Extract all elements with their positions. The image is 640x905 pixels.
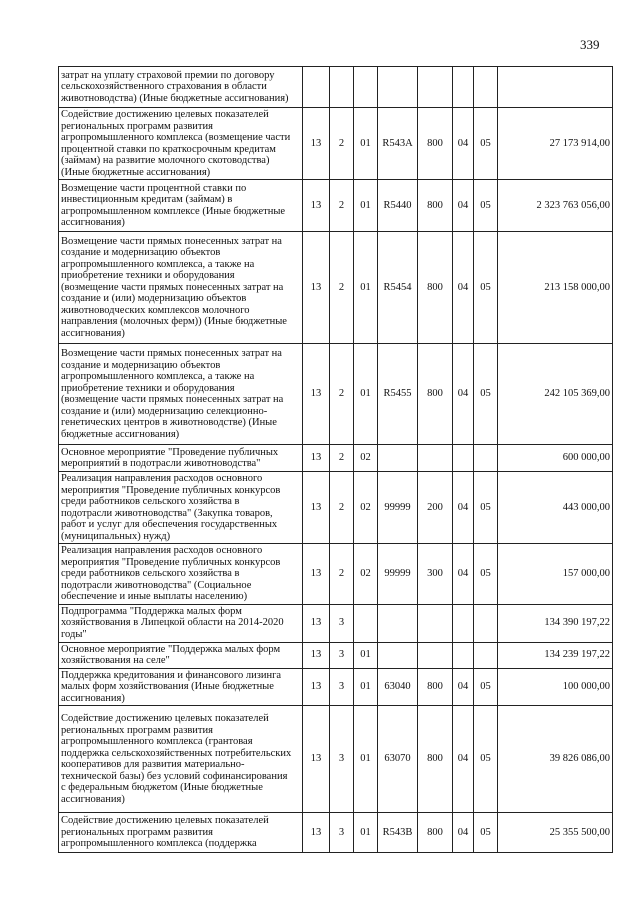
row-description-text: Содействие достижению целевых показателей региональных программ развития агропромышленного комплекса (поддержка — [61, 815, 269, 850]
code-section: 04 — [453, 472, 474, 544]
code-ministry: 13 — [303, 604, 330, 642]
row-amount: 25 355 500,00 — [498, 813, 613, 853]
code-subsection: 05 — [474, 472, 498, 544]
row-description — [59, 642, 303, 668]
code-event — [354, 67, 378, 108]
code-direction: 63040 — [378, 668, 418, 706]
row-description — [59, 232, 303, 344]
row-description-text: Основное мероприятие "Поддержка малых форм хозяйствования на селе" — [61, 643, 281, 666]
table-row — [59, 544, 613, 605]
code-ministry: 13 — [303, 180, 330, 232]
code-subsection: 05 — [474, 108, 498, 180]
table-row — [59, 108, 613, 180]
code-expense-type — [418, 445, 453, 472]
code-direction: R543B — [378, 813, 418, 853]
code-section — [453, 67, 474, 108]
table-row — [59, 668, 613, 706]
code-direction: 99999 — [378, 544, 418, 605]
table-row — [59, 472, 613, 544]
row-description — [59, 344, 303, 445]
row-description — [59, 472, 303, 544]
code-expense-type — [418, 604, 453, 642]
code-event: 02 — [354, 445, 378, 472]
code-program: 2 — [330, 544, 354, 605]
table-row — [59, 445, 613, 472]
code-program: 3 — [330, 706, 354, 813]
row-description-text: Реализация направления расходов основного мероприятия "Проведение публичных конкурсов среди работников сельского хозяйства в подотрасли животноводства" (Социальное обеспечение и иные выплаты населению) — [61, 545, 281, 602]
budget-table — [58, 66, 613, 853]
row-description — [59, 108, 303, 180]
table-row — [59, 180, 613, 232]
code-ministry: 13 — [303, 642, 330, 668]
code-expense-type: 800 — [418, 706, 453, 813]
code-subsection: 05 — [474, 813, 498, 853]
row-description — [59, 445, 303, 472]
code-direction — [378, 67, 418, 108]
code-ministry: 13 — [303, 706, 330, 813]
table-row — [59, 344, 613, 445]
code-program: 3 — [330, 642, 354, 668]
code-subsection — [474, 604, 498, 642]
code-ministry: 13 — [303, 544, 330, 605]
code-direction: R5455 — [378, 344, 418, 445]
row-amount: 39 826 086,00 — [498, 706, 613, 813]
code-section — [453, 642, 474, 668]
code-program: 3 — [330, 604, 354, 642]
code-event: 01 — [354, 180, 378, 232]
code-direction — [378, 642, 418, 668]
code-section: 04 — [453, 108, 474, 180]
code-event: 02 — [354, 472, 378, 544]
code-expense-type: 800 — [418, 232, 453, 344]
page-number: 339 — [580, 37, 600, 52]
code-ministry: 13 — [303, 668, 330, 706]
code-direction: 63070 — [378, 706, 418, 813]
code-program: 3 — [330, 813, 354, 853]
code-program: 2 — [330, 344, 354, 445]
row-description-text: Возмещение части прямых понесенных затрат на создание и модернизацию объектов агропромышленного комплекса, а также на приобретение техники и оборудования (возмещение части прямых понесенных затрат на создание и (или) модернизацию объектов животноводческих комплексов молочного направления (молочных ферм)) (Иные бюджетные ассигнования) — [61, 235, 287, 339]
row-description — [59, 604, 303, 642]
table-row — [59, 813, 613, 853]
code-event: 01 — [354, 813, 378, 853]
code-expense-type: 200 — [418, 472, 453, 544]
code-event: 01 — [354, 232, 378, 344]
code-event: 01 — [354, 108, 378, 180]
row-description-text: Содействие достижению целевых показателей региональных программ развития агропромышленного комплекса (грантовая поддержка сельскохозяйственных потребительских кооперативов для развития материально- технической базы) без условий софинансирования с федеральным бюджетом (Иные бюджетные ассигнования) — [61, 713, 292, 805]
row-description — [59, 180, 303, 232]
row-description-text: Реализация направления расходов основного мероприятия "Проведение публичных конкурсов среди работников сельского хозяйства в подотрасли животноводства" (Закупка товаров, работ и услуг для обеспечения государственных (муниципальных) нужд) — [61, 473, 281, 542]
code-subsection: 05 — [474, 232, 498, 344]
row-description — [59, 544, 303, 605]
code-subsection: 05 — [474, 180, 498, 232]
row-description-text: Возмещение части процентной ставки по инвестиционным кредитам (займам) в агропромышленном комплексе (Иные бюджетные ассигнования) — [61, 182, 286, 228]
code-section: 04 — [453, 668, 474, 706]
code-subsection — [474, 642, 498, 668]
code-subsection: 05 — [474, 668, 498, 706]
row-description-text: Содействие достижению целевых показателей региональных программ развития агропромышленного комплекса (возмещение части процентной ставки по краткосрочным кредитам (займам) на развитие молочного скотоводства) (Иные бюджетные ассигнования) — [61, 109, 291, 178]
code-section — [453, 604, 474, 642]
code-section: 04 — [453, 544, 474, 605]
code-section: 04 — [453, 813, 474, 853]
row-description — [59, 67, 303, 108]
code-expense-type: 800 — [418, 108, 453, 180]
code-event: 02 — [354, 544, 378, 605]
code-program: 2 — [330, 445, 354, 472]
table-row — [59, 604, 613, 642]
code-program: 2 — [330, 108, 354, 180]
row-amount: 2 323 763 056,00 — [498, 180, 613, 232]
code-ministry: 13 — [303, 472, 330, 544]
code-direction — [378, 445, 418, 472]
row-description — [59, 706, 303, 813]
code-event — [354, 604, 378, 642]
row-description-text: Подпрограмма "Поддержка малых форм хозяйствования в Липецкой области на 2014-2020 годы" — [61, 605, 284, 640]
code-event: 01 — [354, 668, 378, 706]
row-amount: 27 173 914,00 — [498, 108, 613, 180]
code-subsection: 05 — [474, 706, 498, 813]
code-ministry: 13 — [303, 813, 330, 853]
code-expense-type — [418, 642, 453, 668]
code-direction: 99999 — [378, 472, 418, 544]
code-event: 01 — [354, 706, 378, 813]
code-subsection: 05 — [474, 344, 498, 445]
table-body — [59, 67, 613, 853]
row-amount: 242 105 369,00 — [498, 344, 613, 445]
code-event: 01 — [354, 642, 378, 668]
code-direction — [378, 604, 418, 642]
code-section — [453, 445, 474, 472]
code-expense-type: 300 — [418, 544, 453, 605]
row-amount: 157 000,00 — [498, 544, 613, 605]
row-amount — [498, 67, 613, 108]
code-program: 2 — [330, 180, 354, 232]
code-program: 3 — [330, 668, 354, 706]
code-program: 2 — [330, 472, 354, 544]
code-ministry: 13 — [303, 344, 330, 445]
code-subsection — [474, 67, 498, 108]
row-description — [59, 813, 303, 853]
code-direction: R543A — [378, 108, 418, 180]
row-amount: 134 390 197,22 — [498, 604, 613, 642]
code-ministry: 13 — [303, 232, 330, 344]
row-amount: 600 000,00 — [498, 445, 613, 472]
row-amount: 213 158 000,00 — [498, 232, 613, 344]
row-amount: 100 000,00 — [498, 668, 613, 706]
code-section: 04 — [453, 706, 474, 813]
code-ministry: 13 — [303, 108, 330, 180]
table-row — [59, 67, 613, 108]
code-expense-type: 800 — [418, 813, 453, 853]
code-ministry — [303, 67, 330, 108]
code-section: 04 — [453, 344, 474, 445]
code-expense-type — [418, 67, 453, 108]
code-expense-type: 800 — [418, 668, 453, 706]
code-event: 01 — [354, 344, 378, 445]
row-amount: 134 239 197,22 — [498, 642, 613, 668]
code-program — [330, 67, 354, 108]
row-description — [59, 668, 303, 706]
code-section: 04 — [453, 232, 474, 344]
table-row — [59, 642, 613, 668]
row-description-text: Поддержка кредитования и финансового лизинга малых форм хозяйствования (Иные бюджетные ассигнования) — [61, 669, 282, 704]
code-ministry: 13 — [303, 445, 330, 472]
row-description-text: Основное мероприятие "Проведение публичных мероприятий в подотрасли животноводства" — [61, 446, 279, 469]
code-direction: R5440 — [378, 180, 418, 232]
code-expense-type: 800 — [418, 180, 453, 232]
table-row — [59, 232, 613, 344]
table-row — [59, 706, 613, 813]
row-amount: 443 000,00 — [498, 472, 613, 544]
code-subsection — [474, 445, 498, 472]
code-program: 2 — [330, 232, 354, 344]
code-direction: R5454 — [378, 232, 418, 344]
row-description-text: затрат на уплату страховой премии по договору сельскохозяйственного страхования в области животноводства) (Иные бюджетные ассигнования) — [61, 69, 289, 104]
code-subsection: 05 — [474, 544, 498, 605]
code-section: 04 — [453, 180, 474, 232]
code-expense-type: 800 — [418, 344, 453, 445]
row-description-text: Возмещение части прямых понесенных затрат на создание и модернизацию объектов агропромышленного комплекса, а также на приобретение техники и оборудования (возмещение части прямых понесенных затрат на создание и (или) модернизацию селекционно- генетических центров в животноводстве) (Иные бюджетные ассигнования) — [61, 348, 284, 440]
